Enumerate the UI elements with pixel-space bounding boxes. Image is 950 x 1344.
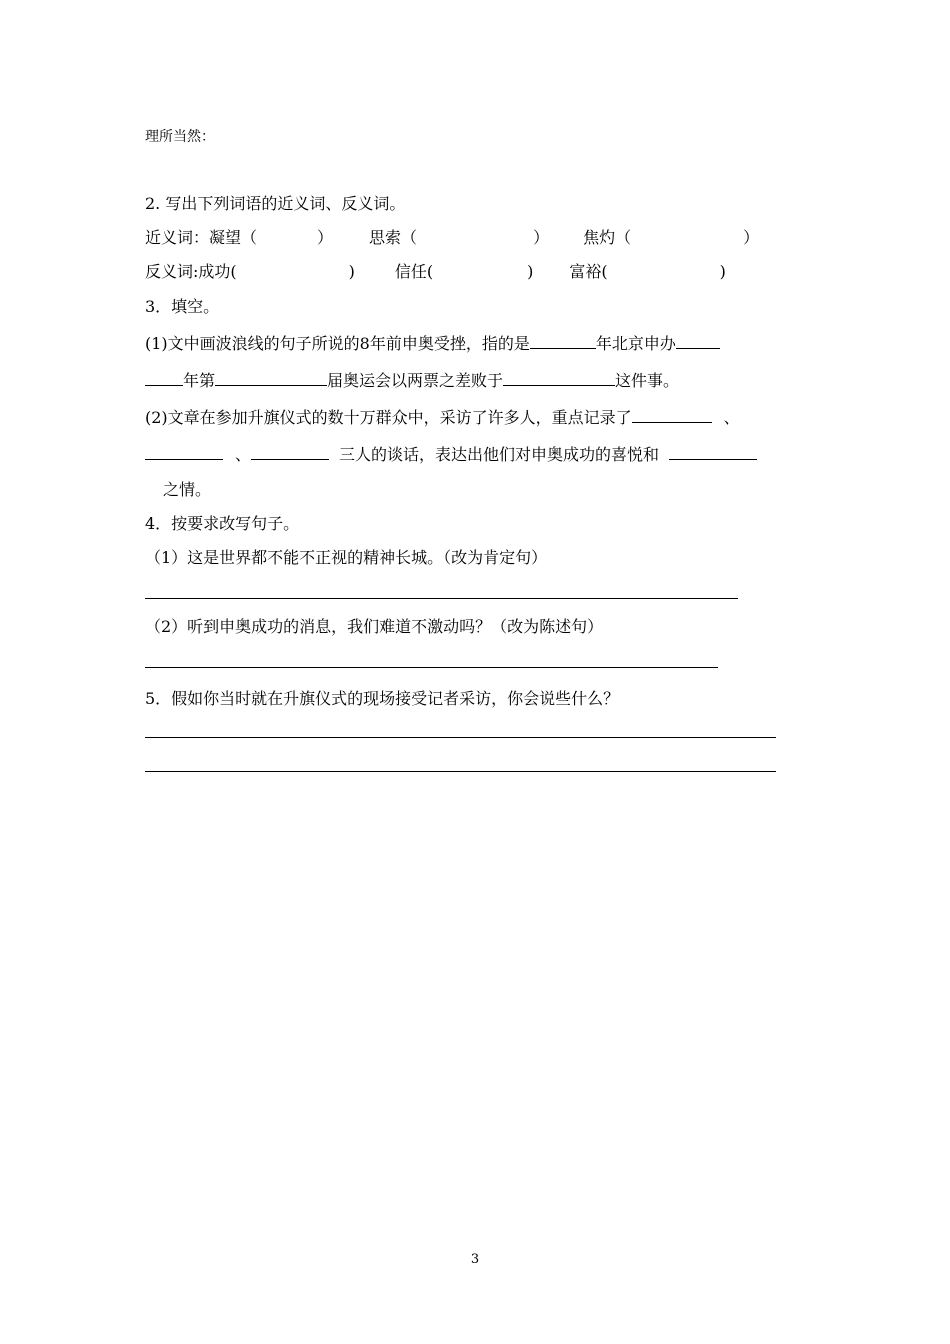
- q3-blank-edition[interactable]: [215, 369, 327, 386]
- antonym-item-2-close: ): [527, 262, 534, 281]
- q3-p1-line2: [145, 369, 679, 391]
- q3-p2-text-b: 三人的谈话，表达出他们对申奥成功的喜悦和: [339, 445, 660, 464]
- q3-p2-sep-1: 、: [723, 408, 740, 427]
- synonym-item-1-open: 凝望（: [209, 228, 258, 247]
- q5-answer-line-2[interactable]: [145, 771, 776, 772]
- q4-sentence-2: （2）听到申奥成功的消息，我们难道不激动吗？（改为陈述句）: [145, 617, 604, 636]
- q3-p1-text-d: 届奥运会以两票之差败于: [327, 371, 504, 390]
- q3-blank-person-1[interactable]: [632, 406, 712, 423]
- antonym-item-2-open: 信任(: [394, 262, 434, 281]
- q3-p1-text-e: 这件事。: [615, 371, 680, 390]
- antonym-item-1-open: 成功(: [198, 262, 237, 281]
- q4-sentence-1: （1）这是世界都不能不正视的精神长城。（改为肯定句）: [145, 548, 548, 567]
- antonym-item-3-close: ): [719, 262, 726, 281]
- q5-answer-line-1[interactable]: [145, 737, 776, 738]
- q3-p2-line3: 之情。: [163, 480, 212, 499]
- q4-heading: 4．按要求改写句子。: [145, 514, 300, 533]
- synonym-item-3-open: 焦灼（: [583, 228, 632, 247]
- synonym-label: 近义词：: [145, 228, 210, 247]
- antonym-item-3-open: 富裕(: [569, 262, 608, 281]
- q3-p2-text-a: (2)文章在参加升旗仪式的数十万群众中，采访了许多人，重点记录了: [145, 408, 632, 427]
- q3-blank-year-2a[interactable]: [676, 332, 720, 349]
- antonym-item-1-close: ): [348, 262, 355, 281]
- q3-p1-text-b: 年北京申办: [595, 334, 676, 353]
- intro-text: 理所当然：: [145, 129, 215, 145]
- q3-p2-line2: [145, 443, 757, 465]
- q3-heading: 3．填空。: [145, 297, 220, 316]
- q3-p2-line1: [145, 406, 740, 428]
- q2-heading: 2. 写出下列词语的近义词、反义词。: [145, 194, 406, 213]
- synonym-item-2-open: 思索（: [369, 228, 418, 247]
- q3-blank-city[interactable]: [503, 369, 615, 386]
- q5-heading: 5．假如你当时就在升旗仪式的现场接受记者采访，你会说些什么？: [145, 689, 620, 708]
- q3-blank-feeling[interactable]: [669, 443, 757, 460]
- q3-blank-year[interactable]: [530, 332, 596, 349]
- q4-answer-line-2[interactable]: [145, 667, 718, 668]
- q2-synonym-row: [145, 228, 759, 248]
- synonym-item-1-close: ）: [317, 228, 334, 247]
- q3-p1-text-a: (1)文中画波浪线的句子所说的8年前申奥受挫，指的是: [145, 334, 530, 353]
- q3-blank-person-2[interactable]: [145, 443, 223, 460]
- q2-antonym-row: [145, 262, 726, 282]
- q4-answer-line-1[interactable]: [145, 598, 738, 599]
- q3-blank-person-3[interactable]: [251, 443, 329, 460]
- q3-p1-line1: [145, 332, 720, 354]
- page-number: 3: [470, 1252, 480, 1267]
- synonym-item-3-close: ）: [743, 228, 760, 247]
- q3-p1-text-c: 年第: [183, 371, 216, 390]
- q3-blank-year-2b[interactable]: [145, 369, 183, 386]
- synonym-item-2-close: ）: [533, 228, 550, 247]
- antonym-label: 反义词:: [145, 262, 199, 281]
- q3-p2-sep-2: 、: [235, 445, 252, 464]
